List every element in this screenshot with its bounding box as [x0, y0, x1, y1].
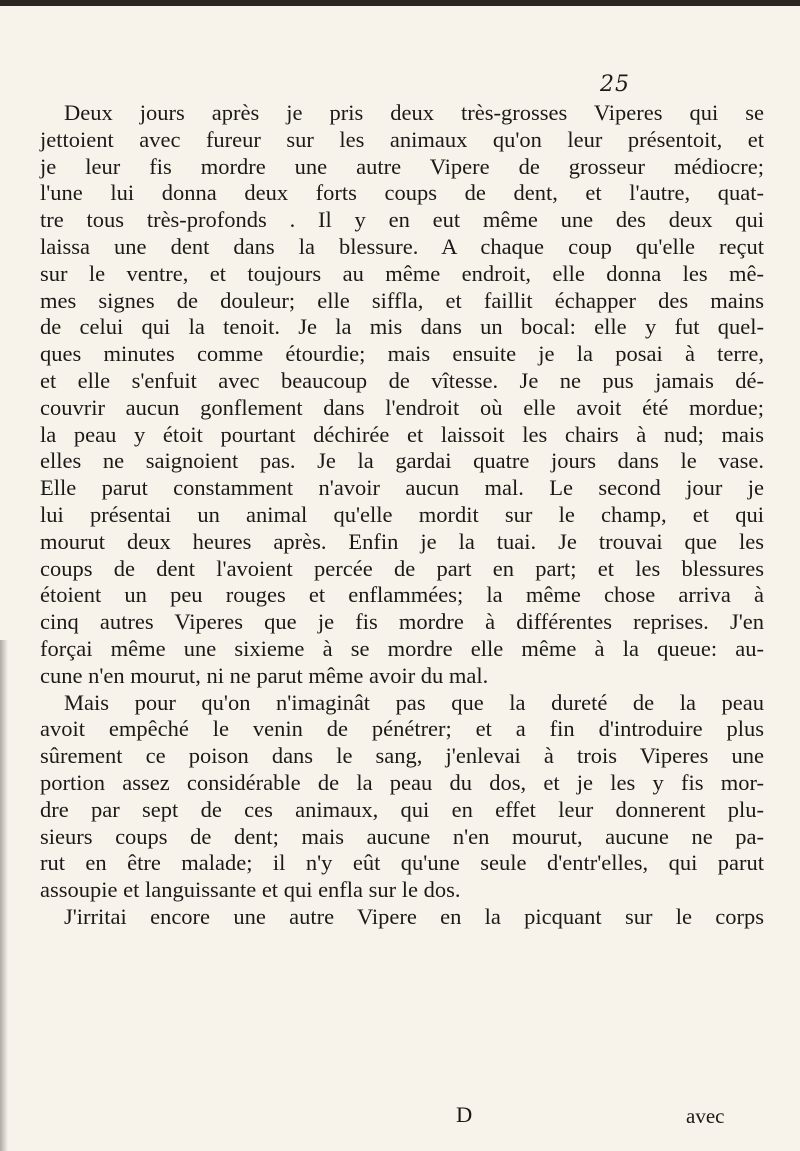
text-line: forçai même une sixieme à se mordre elle même à la queue: au- — [40, 635, 764, 661]
signature-mark: D — [456, 1102, 473, 1127]
text-line: sieurs coups de dent; mais aucune n'en mourut, aucune ne pa- — [40, 823, 764, 849]
text-line: portion assez considérable de la peau du dos, et je les y fis mor- — [40, 769, 764, 795]
text-line: lui présentai un animal qu'elle mordit sur le champ, et qui — [40, 501, 764, 527]
text-line: avoit empêché le venin de pénétrer; et a fin d'introduire plus — [40, 716, 764, 742]
text-line: jettoient avec fureur sur les animaux qu'on leur présentoit, et — [40, 126, 764, 152]
text-line: Mais pour qu'on n'imaginât pas que la dureté de la peau — [64, 689, 764, 715]
binding-shadow — [0, 640, 8, 1151]
text-line: étoient un peu rouges et enflammées; la même chose arriva à — [40, 582, 764, 608]
text-line: de celui qui la tenoit. Je la mis dans un bocal: elle y fut quel- — [40, 314, 764, 340]
body-text — [40, 100, 764, 931]
text-line: cune n'en mourut, ni ne parut même avoir du mal. — [40, 662, 489, 688]
text-line: je leur fis mordre une autre Vipere de grosseur médiocre; — [40, 153, 764, 179]
page-top-edge — [0, 0, 800, 6]
text-line: sur le ventre, et toujours au même endroit, elle donna les mê- — [40, 260, 764, 286]
text-line: assoupie et languissante et qui enfla sur le dos. — [40, 877, 461, 903]
text-line: et elle s'enfuit avec beaucoup de vîtesse. Je ne pus jamais dé- — [40, 367, 764, 393]
text-line: sûrement ce poison dans le sang, j'enlevai à trois Viperes une — [40, 743, 764, 769]
text-line: ques minutes comme étourdie; mais ensuite je la posai à terre, — [40, 341, 764, 367]
text-line: cinq autres Viperes que je fis mordre à différentes reprises. J'en — [40, 609, 764, 635]
text-line: elles ne saignoient pas. Je la gardai quatre jours dans le vase. — [40, 448, 764, 474]
text-line: rut en être malade; il n'y eût qu'une seule d'entr'elles, qui parut — [40, 850, 764, 876]
text-line: mourut deux heures après. Enfin je la tuai. Je trouvai que les — [40, 528, 764, 554]
text-line: Elle parut constamment n'avoir aucun mal. Le second jour je — [40, 475, 764, 501]
catchword: avec — [686, 1104, 725, 1128]
text-line: Deux jours après je pris deux très-grosses Viperes qui se — [64, 100, 764, 125]
text-line: l'une lui donna deux forts coups de dent, et l'autre, quat- — [40, 180, 764, 206]
text-line: la peau y étoit pourtant déchirée et laissoit les chairs à nud; mais — [40, 421, 764, 447]
text-line: mes signes de douleur; elle siffla, et faillit échapper des mains — [40, 287, 764, 313]
text-line: couvrir aucun gonflement dans l'endroit où elle avoit été mordue; — [40, 394, 764, 420]
text-line: J'irritai encore une autre Vipere en la picquant sur le corps — [64, 903, 764, 929]
page-number: 25 — [600, 72, 630, 97]
text-line: laissa une dent dans la blessure. A chaque coup qu'elle reçut — [40, 233, 764, 259]
text-line: dre par sept de ces animaux, qui en effet leur donnerent plu- — [40, 796, 764, 822]
text-line: tre tous très-profonds . Il y en eut même une des deux qui — [40, 207, 764, 233]
text-line: coups de dent l'avoient percée de part en part; et les blessures — [40, 555, 764, 581]
